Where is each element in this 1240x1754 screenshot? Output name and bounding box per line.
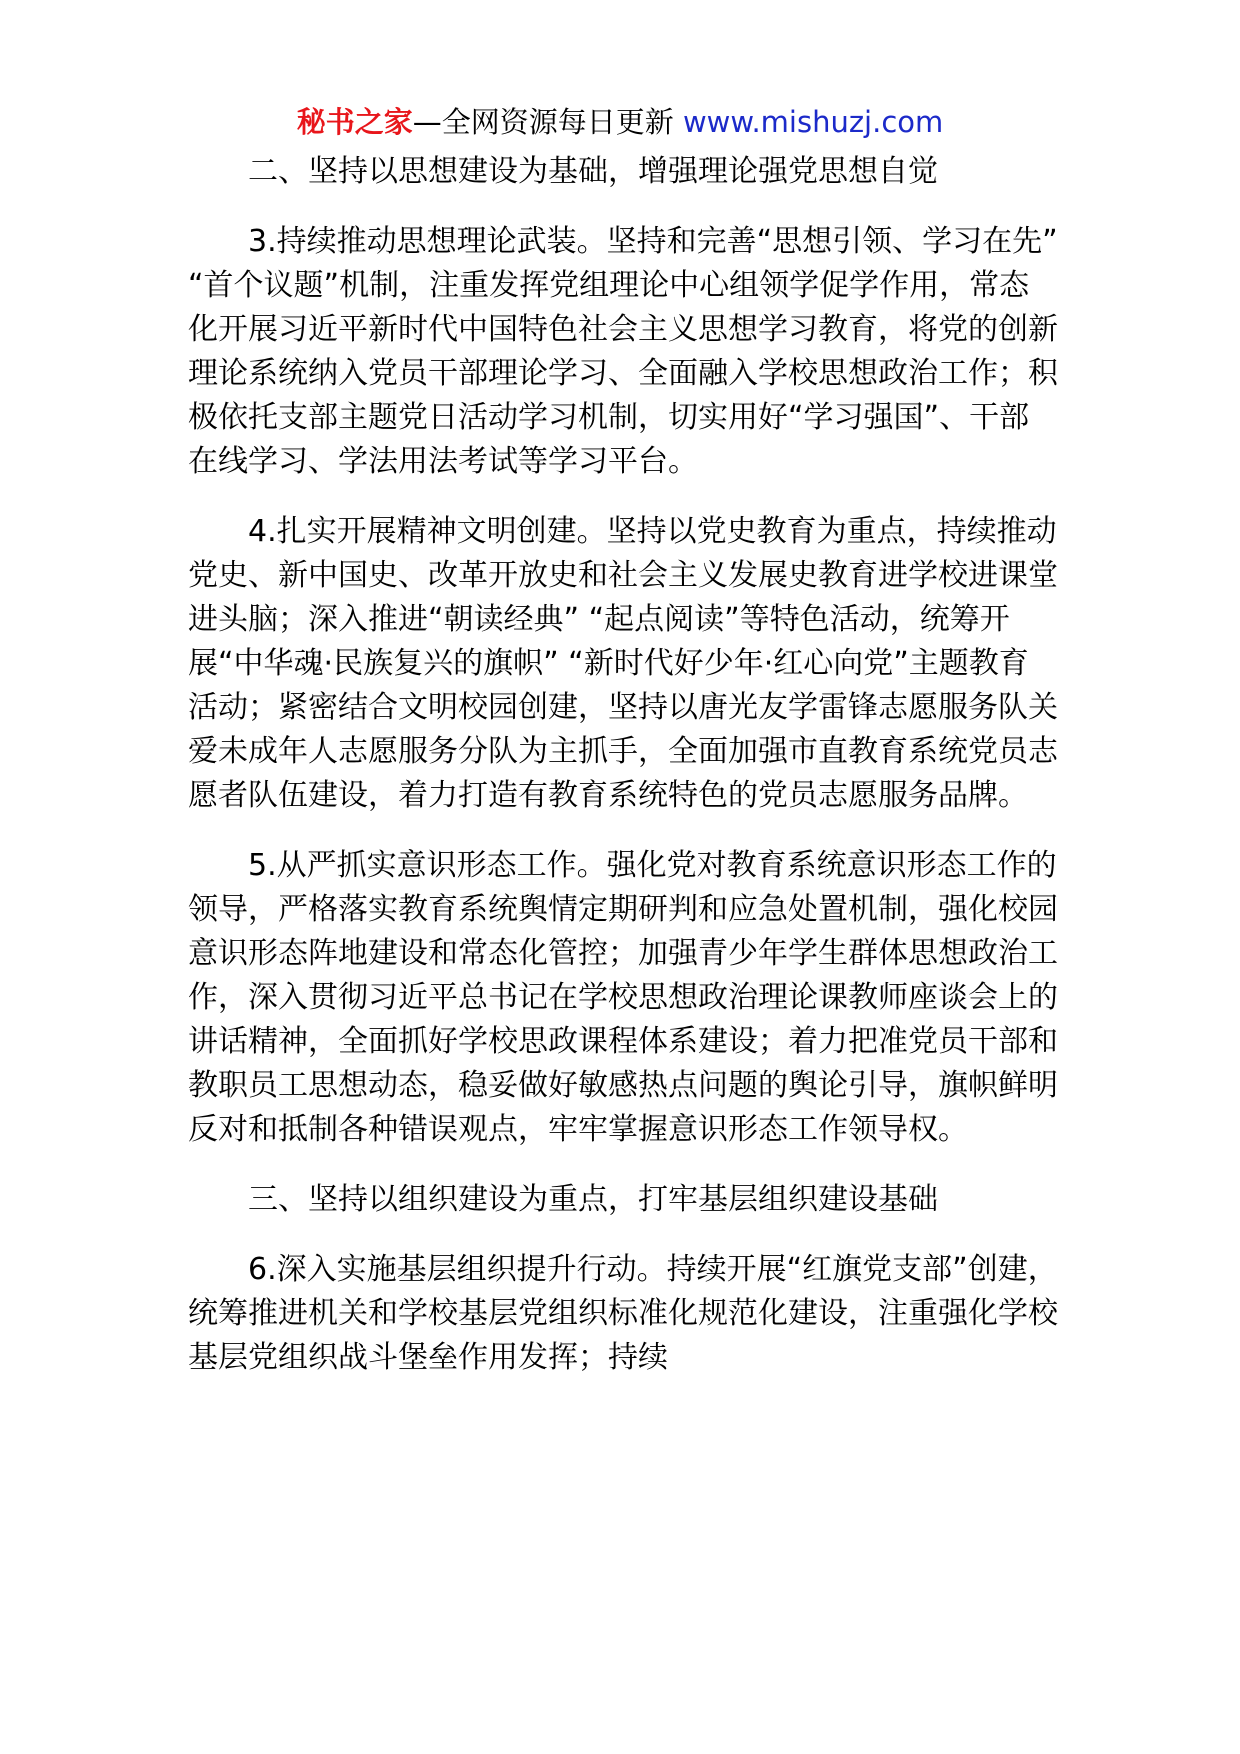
brand-name: 秘书之家 [296, 105, 413, 139]
paragraph-6: 6.深入实施基层组织提升行动。持续开展“红旗党支部”创建，统筹推进机关和学校基层党组织标准化规范化建设，注重强化学校基层党组织战斗堡垒作用发挥；持续 [188, 1252, 1058, 1375]
section-heading-2: 二、坚持以思想建设为基础，增强理论强党思想自觉 [248, 154, 938, 189]
page-header [0, 102, 1240, 142]
website-url[interactable]: www.mishuzj.com [682, 105, 944, 139]
header-tagline: —全网资源每日更新 [412, 105, 683, 139]
paragraph-3: 3.持续推动思想理论武装。坚持和完善“思想引领、学习在先” “首个议题”机制，注重发挥党组理论中心组领学促学作用，常态化开展习近平新时代中国特色社会主义思想学习教育，将党的创新理论系统纳入党员干部理论学习、全面融入学校思想政治工作；积极依托支部主题党日活动学习机制，切实用好“学习强国”、干部在线学习、学法用法考试等学习平台。 [188, 224, 1058, 479]
paragraph-4: 4.扎实开展精神文明创建。坚持以党史教育为重点，持续推动党史、新中国史、改革开放史和社会主义发展史教育进学校进课堂进头脑；深入推进“朝读经典” “起点阅读”等特色活动，统筹开展“中华魂·民族复兴的旗帜” “新时代好少年·红心向党”主题教育活动；紧密结合文明校园创建，坚持以唐光友学雷锋志愿服务队关爱未成年人志愿服务分队为主抓手，全面加强市直教育系统党员志愿者队伍建设，着力打造有教育系统特色的党员志愿服务品牌。 [188, 514, 1058, 813]
section-heading-3: 三、坚持以组织建设为重点，打牢基层组织建设基础 [248, 1182, 938, 1217]
document-body [188, 150, 1058, 1406]
paragraph-5: 5.从严抓实意识形态工作。强化党对教育系统意识形态工作的领导，严格落实教育系统舆情定期研判和应急处置机制，强化校园意识形态阵地建设和常态化管控；加强青少年学生群体思想政治工作，深入贯彻习近平总书记在学校思想政治理论课教师座谈会上的讲话精神，全面抓好学校思政课程体系建设；着力把准党员干部和教职员工思想动态，稳妥做好敏感热点问题的舆论引导，旗帜鲜明反对和抵制各种错误观点，牢牢掌握意识形态工作领导权。 [188, 848, 1058, 1147]
